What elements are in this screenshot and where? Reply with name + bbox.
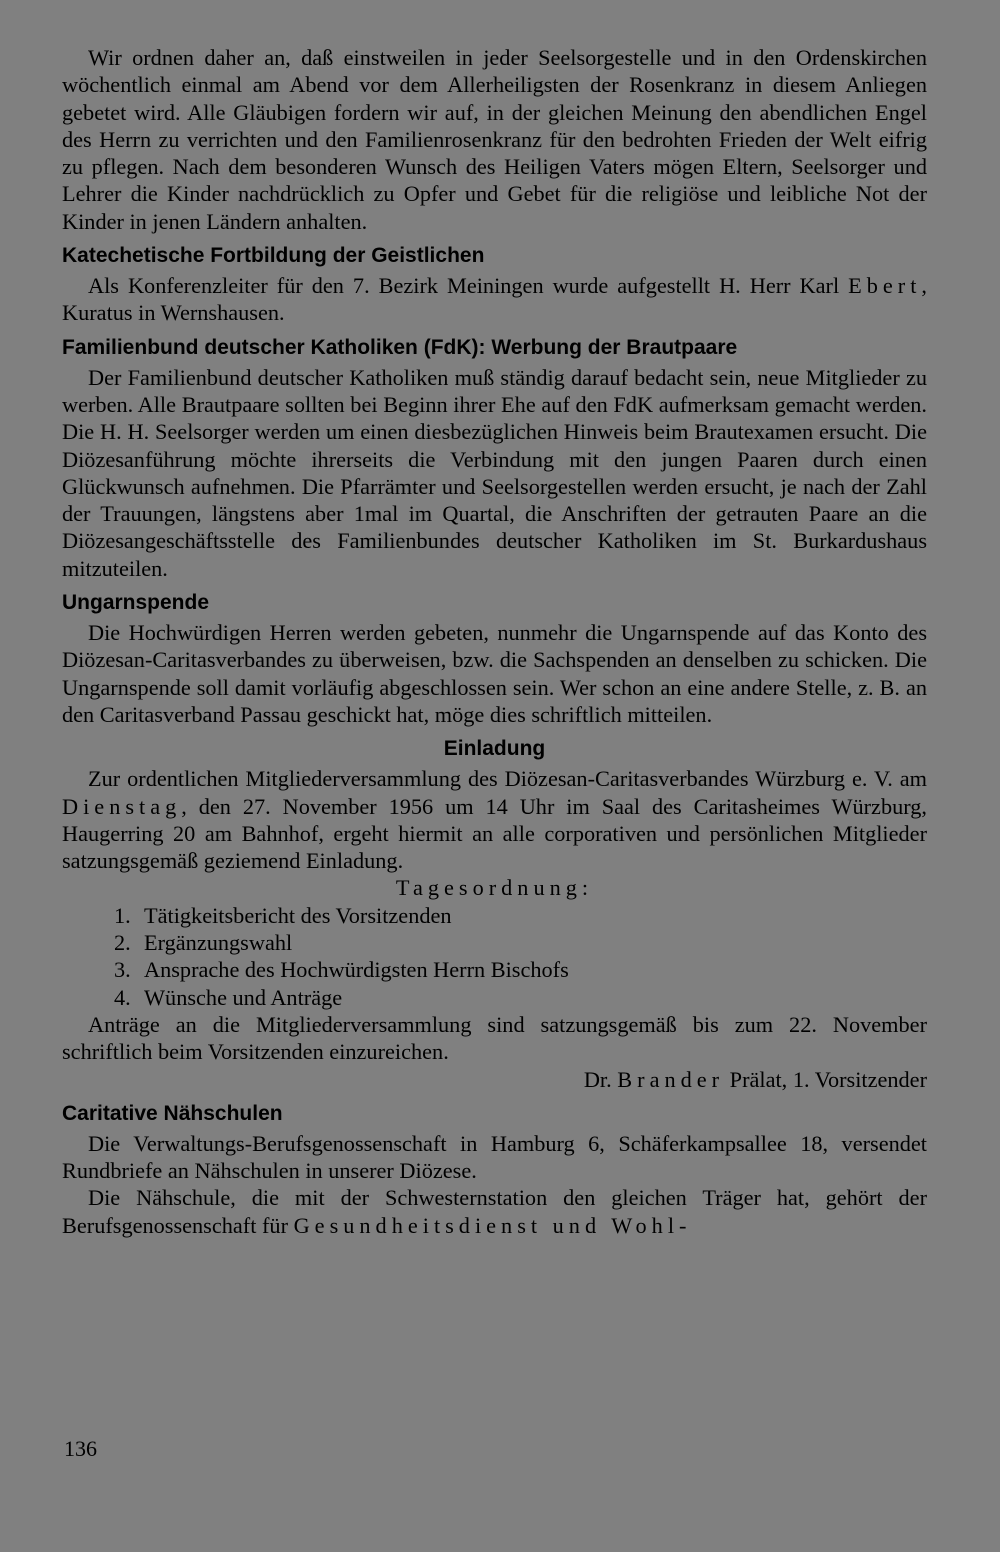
signature xyxy=(62,1066,927,1093)
naehschulen-text-2a: Die Nähschule, die mit der Schwesternstation den gleichen Träger hat, gehört der Berufsgenossenschaft für xyxy=(62,1185,927,1238)
signature-title: Dr. xyxy=(583,1066,618,1092)
naehschulen-text-2b: Gesundheitsdienst und Wohl- xyxy=(293,1212,692,1238)
katechetische-paragraph xyxy=(62,272,927,327)
agenda-item-number: 3. xyxy=(114,957,131,983)
page-number: 136 xyxy=(64,1436,97,1461)
einladung-text-a: Zur ordentlichen Mitgliederversammlung des Diözesan-Caritasverbandes Würzburg e. V. am xyxy=(88,766,927,792)
katechetische-text-a: Als Konferenzleiter für den 7. Bezirk Meiningen wurde aufgestellt H. Herr Karl xyxy=(88,273,849,299)
signature-name: Brander xyxy=(617,1066,725,1092)
einladung-day: Dienstag xyxy=(62,793,182,819)
antraege-paragraph: Anträge an die Mitgliederversammlung sind satzungsgemäß bis zum 22. November schriftlich beim Vorsitzenden einzureichen. xyxy=(62,1011,927,1065)
signature-role: Prälat, 1. Vorsitzender xyxy=(724,1066,927,1092)
agenda-item-text: Ergänzungswahl xyxy=(144,930,293,956)
agenda-title: Tagesordnung: xyxy=(395,875,594,901)
katechetische-name: Ebert xyxy=(848,273,922,299)
agenda-item xyxy=(114,956,927,983)
agenda-item-text: Tätigkeitsbericht des Vorsitzenden xyxy=(144,902,452,928)
heading-einladung: Einladung xyxy=(443,737,546,761)
agenda-item-text: Ansprache des Hochwürdigsten Herrn Bischofs xyxy=(144,957,569,983)
heading-ungarnspende: Ungarnspende xyxy=(62,591,210,615)
naehschulen-paragraph-2 xyxy=(62,1184,927,1239)
agenda-item xyxy=(114,902,927,929)
agenda-item xyxy=(114,984,927,1011)
naehschulen-paragraph-1: Die Verwaltungs-Berufsgenossenschaft in Hamburg 6, Schäferkampsallee 18, versendet Rundbriefe an Nähschulen in unserer Diözese. xyxy=(62,1130,927,1184)
agenda-item-number: 4. xyxy=(114,984,131,1010)
intro-paragraph: Wir ordnen daher an, daß einstweilen in jeder Seelsorgestelle und in den Ordenskirchen wöchentlich einmal am Abend vor dem Allerheiligsten der Rosenkranz in diesem Anliegen gebetet wird. Alle Gläubigen fordern wir auf, in der gleichen Meinung den abendlichen Engel des Herrn zu verrichten und den Familienrosenkranz für den bedrohten Frieden der Welt eifrig zu pflegen. Nach dem besonderen Wunsch des Heiligen Vaters mögen Eltern, Seelsorger und Lehrer die Kinder nachdrücklich zu Opfer und Gebet für die religiöse und leibliche Not der Kinder in jenen Ländern anhalten. xyxy=(62,45,927,234)
ungarnspende-paragraph: Die Hochwürdigen Herren werden gebeten, nunmehr die Ungarnspende auf das Konto des Diözesan-Caritasverbandes zu überweisen, bzw. die Sachspenden an denselben zu schicken. Die Ungarnspende soll damit vorläufig abgeschlossen sein. Wer schon an eine andere Stelle, z. B. an den Caritasverband Passau geschickt hat, möge dies schriftlich mitteilen. xyxy=(62,620,927,727)
agenda-item-number: 1. xyxy=(114,902,131,928)
agenda-list xyxy=(62,902,927,1011)
familienbund-paragraph: Der Familienbund deutscher Katholiken muß ständig darauf bedacht sein, neue Mitglieder zu werben. Alle Brautpaare sollten bei Beginn ihrer Ehe auf den FdK aufmerksam gemacht werden. Die H. H. Seelsorger werden um einen diesbezüglichen Hinweis beim Brautexamen ersucht. Die Diözesanführung möchte ihrerseits die Verbindung mit den jungen Paaren durch einen Glückwunsch aufnehmen. Die Pfarrämter und Seelsorgestellen werden ersucht, je nach der Zahl der Trauungen, längstens aber 1mal im Quartal, die Anschriften der getrauten Paare an die Diözesangeschäftsstelle des Familienbundes deutscher Katholiken im St. Burkardushaus mitzuteilen. xyxy=(62,364,927,581)
heading-naehschulen: Caritative Nähschulen xyxy=(62,1101,283,1125)
einladung-paragraph xyxy=(62,765,927,874)
heading-katechetische: Katechetische Fortbildung der Geistlichen xyxy=(62,244,485,268)
agenda-item-text: Wünsche und Anträge xyxy=(144,984,343,1010)
agenda-item xyxy=(114,929,927,956)
heading-familienbund: Familienbund deutscher Katholiken (FdK): Werbung der Brautpaare xyxy=(62,335,738,359)
katechetische-text-b: , Kuratus in Wernshausen. xyxy=(62,273,927,326)
agenda-item-number: 2. xyxy=(114,930,131,956)
einladung-text-b: , den 27. November 1956 um 14 Uhr im Saal des Caritasheimes Würzburg, Haugerring 20 am Bahnhof, ergeht hiermit an alle corporativen und persönlichen Mitglieder satzungsgemäß geziemend Einladung. xyxy=(62,793,927,874)
